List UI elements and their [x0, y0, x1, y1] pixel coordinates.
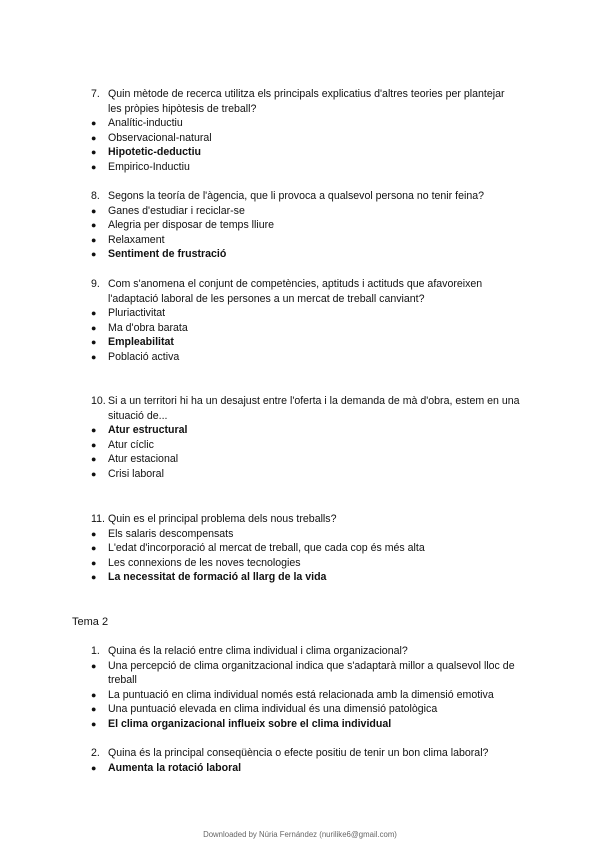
option-text: Atur estacional	[108, 453, 179, 466]
option	[91, 233, 521, 248]
question-text: Quin mètode de recerca utilitza els principals explicatius d'altres teories per plantejar les pròpies hipòtesis de treball?	[108, 88, 505, 115]
question-number: 2.	[91, 747, 100, 759]
tema2-question-1	[91, 644, 521, 732]
question-text: Com s'anomena el conjunt de competències, aptituds i actituds que afavoreixen l'adaptació laboral de les persones a un mercat de treball canviant?	[108, 278, 483, 305]
option-text: Sentiment de frustració	[108, 248, 227, 261]
question-text: Quin es el principal problema dels nous treballs?	[108, 513, 337, 525]
option-correct	[91, 247, 521, 262]
question-10	[91, 394, 521, 482]
question-11	[91, 512, 521, 585]
option	[91, 116, 521, 131]
option-correct	[91, 717, 521, 732]
bullet-icon: ●	[91, 322, 97, 333]
bullet-icon: ●	[91, 572, 97, 583]
question-text: Quina és la relació entre clima individual i clima organizacional?	[108, 645, 408, 657]
bullet-icon: ●	[91, 205, 97, 216]
question-number: 10.	[91, 395, 106, 407]
bullet-icon: ●	[91, 689, 97, 700]
option-text: Els salaris descompensats	[108, 527, 234, 540]
option-text: La necessitat de formació al llarg de la vida	[108, 571, 327, 584]
option	[91, 160, 521, 175]
option-text: Població activa	[108, 350, 180, 363]
option-correct	[91, 145, 521, 160]
bullet-icon: ●	[91, 220, 97, 231]
option	[91, 204, 521, 219]
option-text: Una puntuació elevada en clima individual és una dimensió patològica	[108, 703, 438, 716]
question-text: Si a un territori hi ha un desajust entre l'oferta i la demanda de mà d'obra, estem en una situació de...	[108, 395, 520, 422]
bullet-icon: ●	[91, 762, 97, 773]
option-text: Ma d'obra barata	[108, 321, 188, 334]
option-text: Empleabilitat	[108, 336, 174, 349]
bullet-icon: ●	[91, 308, 97, 319]
option	[91, 218, 521, 233]
question-9	[91, 277, 521, 365]
option	[91, 452, 521, 467]
bullet-icon: ●	[91, 161, 97, 172]
option	[91, 350, 521, 365]
section-title: Tema 2	[72, 616, 109, 628]
option	[91, 321, 521, 336]
option-text: Crisi laboral	[108, 467, 164, 480]
bullet-icon: ●	[91, 468, 97, 479]
download-footer: Downloaded by Núria Fernández (nurilike6@gmail.com)	[203, 830, 397, 839]
bullet-icon: ●	[91, 528, 97, 539]
bullet-icon: ●	[91, 557, 97, 568]
option-text: Atur cíclic	[108, 438, 154, 451]
option-text: Relaxament	[108, 233, 165, 246]
bullet-icon: ●	[91, 543, 97, 554]
bullet-icon: ●	[91, 118, 97, 129]
option	[91, 702, 521, 717]
question-number: 8.	[91, 190, 100, 202]
question-number: 1.	[91, 645, 100, 657]
bullet-icon: ●	[91, 704, 97, 715]
option-text: Alegria per disposar de temps lliure	[108, 219, 275, 232]
option-correct	[91, 423, 521, 438]
bullet-icon: ●	[91, 454, 97, 465]
option	[91, 306, 521, 321]
option	[91, 467, 521, 482]
option	[91, 541, 521, 556]
bullet-icon: ●	[91, 249, 97, 260]
option	[91, 659, 521, 688]
bullet-icon: ●	[91, 234, 97, 245]
question-number: 9.	[91, 278, 100, 290]
option	[91, 438, 521, 453]
option-text: Atur estructural	[108, 424, 188, 437]
option-text: Empirico-Inductiu	[108, 160, 190, 173]
option-text: Les connexions de les noves tecnologies	[108, 556, 301, 569]
bullet-icon: ●	[91, 425, 97, 436]
bullet-icon: ●	[91, 132, 97, 143]
bullet-icon: ●	[91, 718, 97, 729]
option-text: Pluriactivitat	[108, 307, 166, 320]
option	[91, 527, 521, 542]
option-correct	[91, 761, 521, 776]
bullet-icon: ●	[91, 439, 97, 450]
option-text: Ganes d'estudiar i reciclar-se	[108, 204, 245, 217]
question-text: Quina és la principal conseqüència o efecte positiu de tenir un bon clima laboral?	[108, 747, 489, 759]
question-8	[91, 189, 521, 262]
bullet-icon: ●	[91, 337, 97, 348]
option-text: La puntuació en clima individual només está relacionada amb la dimensió emotiva	[108, 688, 494, 701]
option	[91, 688, 521, 703]
question-text: Segons la teoría de l'àgencia, que li provoca a qualsevol persona no tenir feina?	[108, 190, 485, 202]
tema2-question-2	[91, 746, 521, 775]
option-text: Observacional-natural	[108, 131, 212, 144]
question-number: 7.	[91, 88, 100, 100]
bullet-icon: ●	[91, 351, 97, 362]
option-text: Analític-inductiu	[108, 117, 183, 130]
option-text: Aumenta la rotació laboral	[108, 761, 242, 774]
option	[91, 556, 521, 571]
option-text: Hipotetic-deductiu	[108, 146, 201, 159]
question-7	[91, 87, 521, 175]
bullet-icon: ●	[91, 147, 97, 158]
bullet-icon: ●	[91, 660, 97, 671]
question-number: 11.	[91, 513, 105, 525]
option-correct	[91, 335, 521, 350]
option-correct	[91, 570, 521, 585]
option	[91, 131, 521, 146]
option-text: L'edat d'incorporació al mercat de treball, que cada cop és més alta	[108, 542, 425, 555]
option-text: Una percepció de clima organitzacional indica que s'adaptarà millor a qualsevol lloc de treball	[108, 659, 515, 687]
option-text: El clima organizacional influeix sobre el clima individual	[108, 717, 392, 730]
